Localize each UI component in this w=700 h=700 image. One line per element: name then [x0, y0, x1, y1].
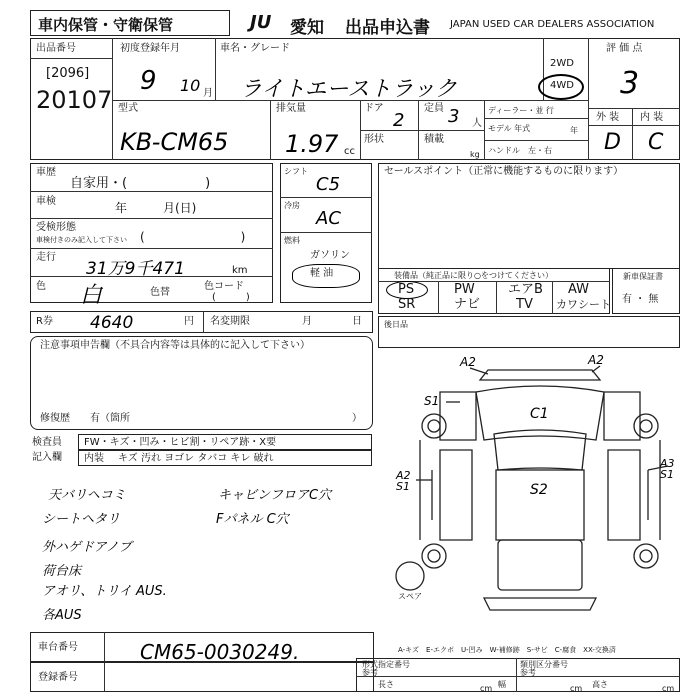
model-name: ライトエーストラック: [240, 77, 457, 102]
first-reg-label: 初度登録年月: [120, 43, 180, 54]
rename-day: 日: [352, 316, 362, 327]
warranty-label: 新車保証書: [623, 272, 663, 281]
color-code-value: ( ): [212, 292, 250, 303]
year-unit: 年: [570, 126, 578, 135]
yen-label: 円: [184, 316, 194, 327]
equip-ps: PS: [398, 282, 415, 297]
load-label: 積載: [424, 134, 444, 145]
shift-label: シフト: [284, 167, 308, 176]
equip-tv: TV: [516, 297, 533, 312]
damage-mark-a2-front-right: A2: [588, 353, 604, 367]
score-label: 評 価 点: [606, 43, 643, 54]
fuel-label: 燃料: [284, 236, 300, 245]
note-8: Fパネル C穴: [216, 512, 289, 527]
color-label: 色: [36, 281, 46, 292]
month-unit: 月: [203, 88, 213, 99]
history-label: 車歴: [36, 167, 56, 178]
fuel-diesel: 軽 油: [310, 268, 334, 279]
equip-aw: AW: [568, 282, 590, 297]
ext-label: 外 装: [596, 112, 620, 123]
height-label: 高さ: [592, 680, 608, 689]
ju-logo: JU: [250, 12, 272, 33]
note-7: キャビンフロアC穴: [218, 488, 332, 503]
chassis-number: CM65-0030249.: [140, 640, 300, 664]
history-value: 自家用・( ): [70, 176, 211, 191]
length-unit: cm: [480, 684, 493, 693]
note-5: アオリ、トリイ AUS.: [42, 584, 167, 599]
note-4: 荷台床: [42, 564, 82, 579]
note-2: シートヘタリ: [42, 512, 121, 527]
height-unit: cm: [662, 684, 675, 693]
rename-month: 月: [302, 316, 312, 327]
dealer-label: ディーラー・並 行: [488, 106, 554, 115]
later-label: 後日品: [384, 320, 408, 329]
mileage-value: 31万9千471: [86, 259, 185, 279]
type-value: KB-CM65: [120, 128, 229, 156]
cap-label: 定員: [424, 103, 444, 114]
damage-mark-a2-front-left: A2: [460, 355, 476, 369]
repair-close: ）: [352, 413, 362, 424]
damage-mark-s1-left: S1: [424, 394, 440, 408]
width-unit: cm: [570, 684, 583, 693]
color-value: 白: [80, 283, 103, 308]
mileage-label: 走行: [36, 252, 56, 263]
r-ticket-label: R券: [36, 316, 53, 327]
cap-unit: 人: [472, 118, 482, 129]
org-name: 愛知: [290, 18, 324, 38]
drive-2wd: 2WD: [550, 58, 574, 69]
damage-mark-c1: C1: [530, 406, 549, 422]
storage-label: 車内保管・守衛保管: [38, 16, 174, 34]
int-label: 内 装: [640, 112, 664, 123]
note-1: 天バリヘコミ: [48, 488, 126, 503]
association-name: JAPAN USED CAR DEALERS ASSOCIATION: [450, 19, 655, 30]
shape-label: 形状: [364, 134, 384, 145]
handle-label: ハンドル 左・右: [488, 146, 552, 155]
length-label: 長さ: [378, 680, 394, 689]
inspector-row2-label: 内装: [84, 453, 104, 464]
spare-label: スペア: [398, 592, 422, 601]
fuel-gasoline: ガソリン: [310, 250, 350, 261]
shift-value: C5: [316, 174, 341, 195]
class-number-label: 類別区分番号: [520, 660, 568, 669]
equip-pw: PW: [454, 282, 475, 297]
recycle-note: 車検付きのみ記入して下さい: [36, 236, 127, 244]
lot-bracket-number: [2096]: [46, 66, 90, 81]
equipment-label: 装備品（純正品に限り○をつけてください）: [394, 271, 553, 280]
disp-label: 排気量: [276, 103, 306, 114]
inspector-row2-text: キズ 汚れ ヨゴレ タバコ キレ 破れ: [118, 453, 274, 464]
load-unit: kg: [470, 150, 480, 159]
sales-label: セールスポイント（正常に機能するものに限ります）: [384, 166, 624, 177]
damage-legend: A-キズ E-エクボ U-凹み W-補修跡 S-サビ C-腐食 XX-交換済: [398, 646, 616, 654]
ext-grade: D: [604, 130, 621, 155]
warranty-value: 有 ・ 無: [622, 294, 659, 305]
inspector-row1-text: FW・キズ・凹み・ヒビ割・リペア跡・X要: [84, 437, 277, 448]
ac-label: 冷房: [284, 201, 300, 210]
inspector-label-1: 検査員: [32, 437, 62, 448]
form-title: 出品申込書: [345, 18, 430, 38]
type-label: 型式: [118, 103, 138, 114]
reg-frame: [30, 662, 374, 692]
mileage-unit: km: [232, 265, 248, 276]
form-number-label: 形式指定番号: [362, 660, 410, 669]
chassis-label: 車台番号: [38, 642, 78, 653]
equip-sr: SR: [398, 297, 416, 312]
first-reg-month: 10: [180, 76, 201, 95]
width-label: 幅: [498, 680, 506, 689]
first-reg-year: 9: [140, 66, 157, 96]
reg-label: 登録番号: [38, 672, 78, 683]
inspect-label: 車検: [36, 196, 56, 207]
disp-value: 1.97: [285, 130, 339, 158]
note-6: 各AUS: [42, 608, 82, 623]
lot-number-label: 出品番号: [36, 43, 76, 54]
equip-navi: ナビ: [454, 297, 481, 312]
class-number-sub: 参考: [520, 668, 536, 677]
r-ticket-value: 4640: [90, 313, 134, 333]
form-number-sub: 参考: [362, 668, 378, 677]
repaint-label: 色替: [150, 287, 170, 298]
equip-leather: カワシート: [556, 298, 611, 311]
damage-mark-a2s1-left: A2 S1: [396, 469, 411, 493]
note-3: 外ハゲドアノブ: [42, 540, 132, 555]
door-value: 2: [393, 110, 405, 131]
inspector-label-2: 記入欄: [32, 452, 62, 463]
inspect-value: 年 月(日): [115, 201, 197, 215]
color-code-label: 色コード: [204, 281, 244, 292]
model-year-label: モデル 年式: [488, 124, 531, 133]
int-grade: C: [648, 130, 664, 155]
door-label: ドア: [364, 103, 384, 114]
lot-number: 20107: [36, 86, 113, 114]
equip-airbag: エアB: [508, 282, 543, 297]
drive-4wd: 4WD: [550, 80, 574, 91]
model-label: 車名・グレード: [220, 43, 290, 54]
notes-label: 注意事項申告欄（不具合内容等は具体的に記入して下さい）: [40, 340, 310, 351]
rename-label: 名変期限: [210, 316, 250, 327]
score-value: 3: [620, 66, 640, 101]
ac-value: AC: [316, 208, 341, 229]
cap-value: 3: [448, 106, 460, 127]
damage-mark-s2: S2: [530, 482, 548, 498]
repair-label: 修復歴 有（箇所: [40, 413, 130, 424]
recycle-label: 受検形態: [36, 222, 76, 233]
damage-mark-a3s1-right: A3 S1: [660, 457, 675, 481]
recycle-value: ( ): [140, 230, 246, 244]
disp-unit: cc: [344, 146, 355, 157]
